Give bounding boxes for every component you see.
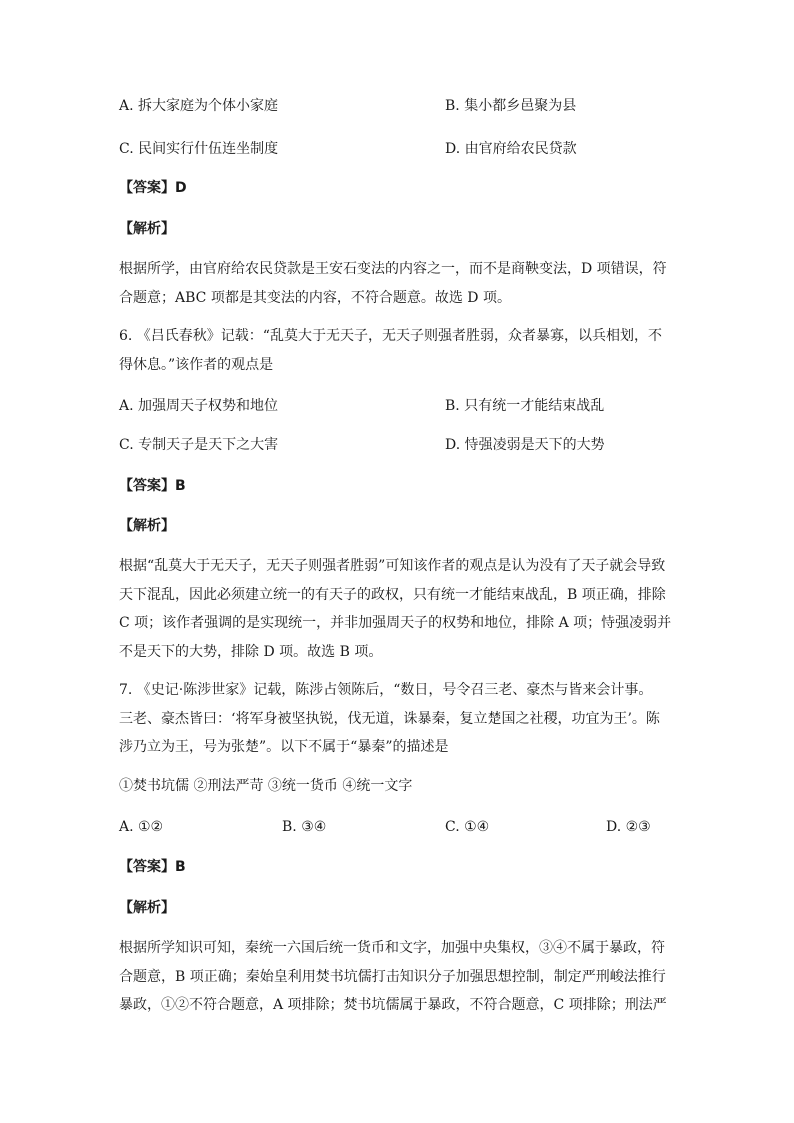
q7-answer: 【答案】B	[119, 859, 186, 875]
q6-options-row-2	[119, 435, 679, 455]
q7-analysis	[119, 934, 679, 1020]
q5-analysis-line: 合题意；ABC 项都是其变法的内容，不符合题意。故选 D 项。	[119, 289, 511, 306]
q5-analysis-line: 根据所学，由官府给农民贷款是王安石变法的内容之一，而不是商鞅变法，D 项错误，符	[119, 261, 667, 277]
q5-options-row-1	[119, 96, 679, 116]
q7-option-d: D. ②③	[606, 819, 651, 835]
q6-options-row-1	[119, 396, 679, 416]
q6-option-c: C. 专制天子是天下之大害	[119, 437, 279, 453]
q6-option-a: A. 加强周天子权势和地位	[119, 398, 279, 414]
q6-analysis	[119, 552, 679, 666]
q7-analysis-line: 暴政，①②不符合题意，A 项排除；焚书坑儒属于暴政，不符合题意，C 项排除；刑法严	[119, 997, 667, 1013]
q6-option-b: B. 只有统一才能结束战乱	[445, 398, 605, 414]
q7-option-b: B. ③④	[282, 819, 327, 835]
q6-analysis-line: C 项；该作者强调的是实现统一，并非加强周天子的权势和地位，排除 A 项；恃强凌弱并	[119, 615, 672, 631]
q7-stem-line: 7. 《史记·陈涉世家》记载，陈涉占领陈后，“数日，号令召三老、豪杰与皆来会计事。	[119, 682, 653, 698]
q6-answer: 【答案】B	[119, 478, 186, 494]
q7-option-c: C. ①④	[445, 819, 490, 835]
q7-options-row	[119, 817, 679, 837]
q7-items: ①焚书坑儒 ②刑法严苛 ③统一货币 ④统一文字	[119, 778, 413, 794]
q7-option-a: A. ①②	[119, 819, 164, 835]
q7-analysis-line: 根据所学知识可知，秦统一六国后统一货币和文字，加强中央集权，③④不属于暴政，符	[119, 940, 665, 956]
q6-stem-line: 得休息。”该作者的观点是	[119, 356, 274, 373]
q6-option-d: D. 恃强凌弱是天下的大势	[445, 437, 605, 453]
q6-analysis-line: 根据“乱莫大于无天子，无天子则强者胜弱”可知该作者的观点是认为没有了天子就会导致	[119, 558, 666, 574]
q7-stem-line: 三老、豪杰皆曰：‘将军身被坚执锐，伐无道，诛暴秦，复立楚国之社稷，功宜为王’。陈	[119, 710, 660, 727]
q5-option-a: A. 拆大家庭为个体小家庭	[119, 98, 279, 114]
q6-stem-line: 6. 《吕氏春秋》记载：“乱莫大于无天子，无天子则强者胜弱，众者暴寡，以兵相划，不	[119, 328, 662, 344]
q7-stem	[119, 676, 679, 762]
q7-analysis-line: 合题意，B 项正确；秦始皇利用焚书坑儒打击知识分子加强思想控制，制定严刑峻法推行	[119, 968, 666, 985]
q5-analysis-label: 【解析】	[119, 221, 175, 237]
q6-analysis-line: 不是天下的大势，排除 D 项。故选 B 项。	[119, 643, 383, 660]
q5-answer: 【答案】D	[119, 180, 187, 196]
q5-analysis	[119, 255, 679, 312]
q6-stem	[119, 322, 679, 379]
q5-option-b: B. 集小都乡邑聚为县	[445, 98, 577, 114]
q5-option-d: D. 由官府给农民贷款	[445, 141, 577, 157]
q5-option-c: C. 民间实行什伍连坐制度	[119, 141, 279, 157]
q6-analysis-line: 天下混乱，因此必须建立统一的有天子的政权，只有统一才能结束战乱，B 项正确，排除	[119, 586, 666, 603]
q5-options-row-2	[119, 139, 679, 159]
q7-stem-line: 涉乃立为王，号为张楚”。以下不属于“暴秦”的描述是	[119, 739, 449, 755]
q7-analysis-label: 【解析】	[119, 900, 175, 916]
q6-analysis-label: 【解析】	[119, 518, 175, 534]
